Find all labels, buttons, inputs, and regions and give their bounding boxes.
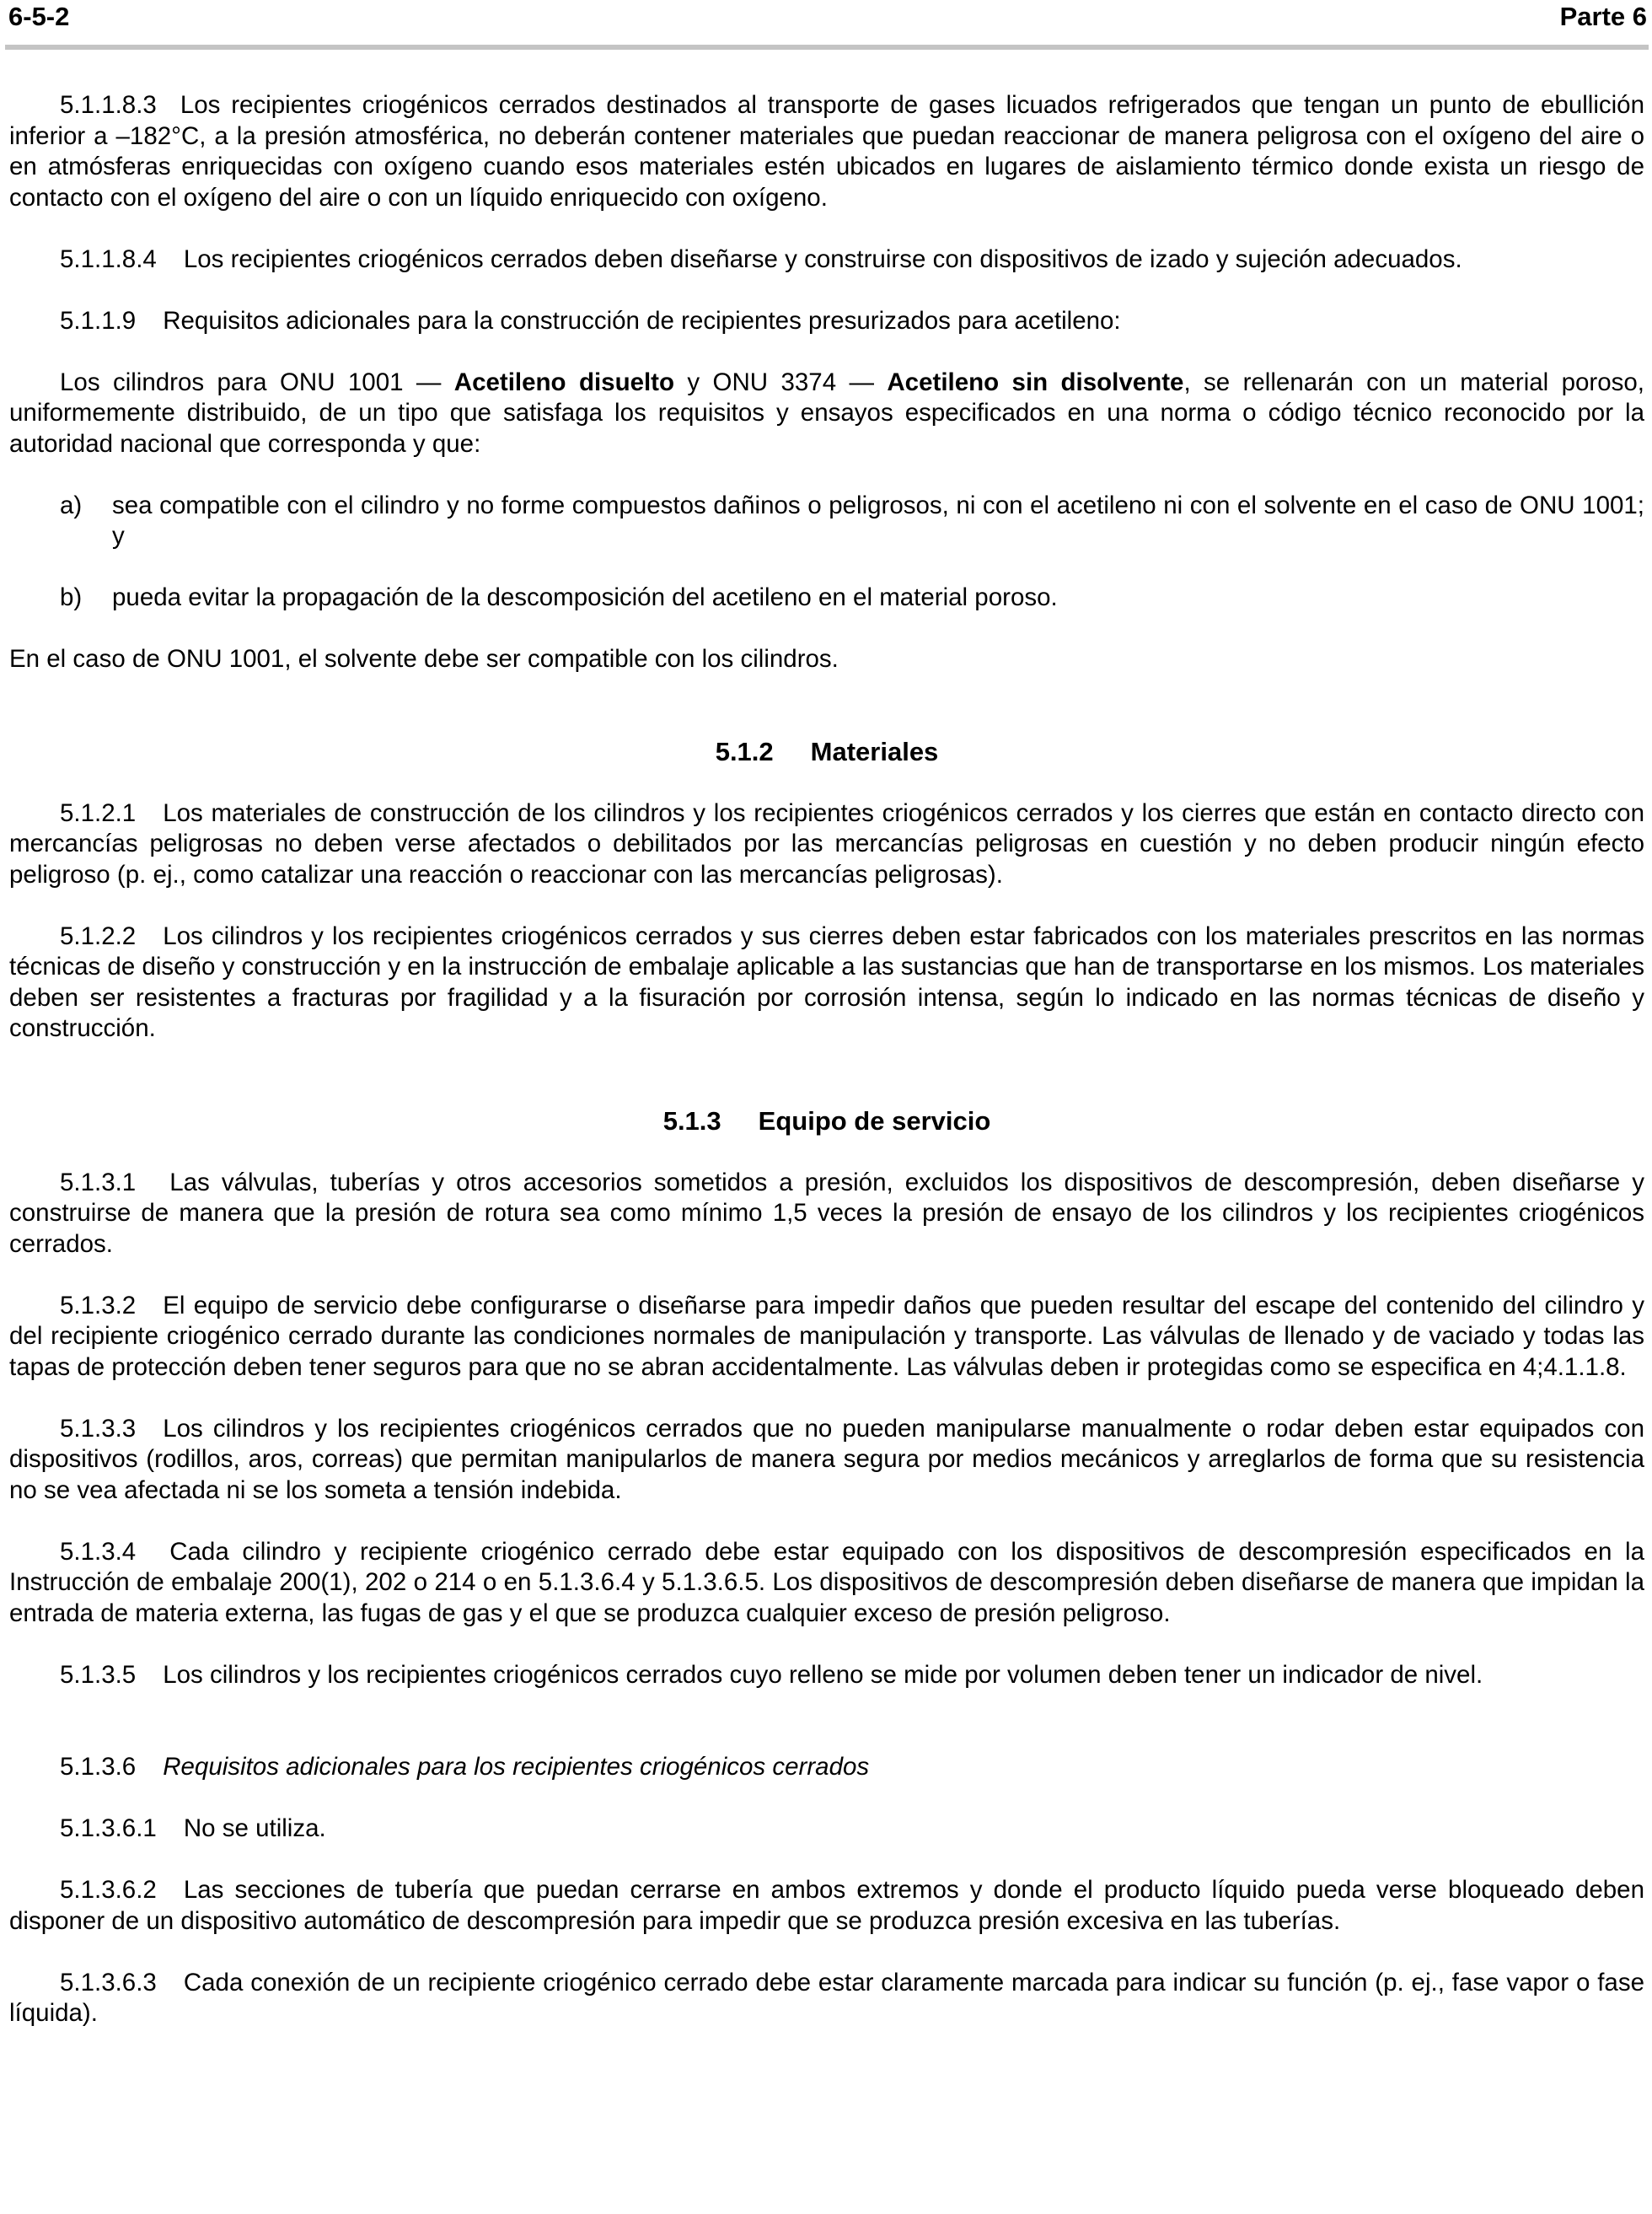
paragraph-text: Los recipientes criogénicos cerrados destinados al transporte de gases licuados refrigerados que tengan un punto de ebullición inferior a –182°C, a la presión atmosférica, no deberán contener materiales que puedan reaccionar de manera peligrosa con el oxígeno del aire o en atmósferas enriquecidas con oxígeno cuando esos materiales estén ubicados en lugares de aislamiento térmico donde exista un riesgo de contacto con el oxígeno del aire o con un líquido enriquecido con oxígeno. <box>9 91 1644 212</box>
list-item <box>9 583 1644 614</box>
list-marker: a) <box>60 491 83 519</box>
paragraph-number: 5.1.3.5 <box>60 1660 137 1689</box>
document-body <box>9 90 1644 2029</box>
page-number: 6-5-2 <box>8 2 70 31</box>
paragraph-5-1-2-2 <box>9 922 1644 1045</box>
paragraph-5-1-3-1 <box>9 1168 1644 1260</box>
section-title: Materiales <box>810 736 939 766</box>
paragraph-text: No se utiliza. <box>183 1814 326 1842</box>
section-number: 5.1.3 <box>662 1105 721 1136</box>
list-marker: b) <box>60 583 83 611</box>
paragraph-text: Requisitos adicionales para la construcción de recipientes presurizados para acetileno: <box>163 306 1121 335</box>
paragraph-number: 5.1.3.1 <box>60 1168 137 1196</box>
paragraph-text: En el caso de ONU 1001, el solvente debe ser compatible con los cilindros. <box>9 645 839 673</box>
paragraph-text-3: , se rellenarán con un material poroso, uniformemente distribuido, de un tipo que satisfaga los requisitos y ensayos especificados en una norma o código técnico reconocido por la autoridad nacional que corresponda y que: <box>9 368 1644 458</box>
paragraph-number: 5.1.3.2 <box>60 1291 137 1319</box>
page-header <box>8 0 1647 34</box>
paragraph-number: 5.1.3.4 <box>60 1537 137 1566</box>
paragraph-number: 5.1.3.6.2 <box>60 1876 157 1904</box>
paragraph-number: 5.1.2.2 <box>60 922 137 950</box>
paragraph-text: Las válvulas, tuberías y otros accesorios sometidos a presión, excluidos los dispositivos de descompresión, deben diseñarse y construirse de manera que la presión de rotura sea como mínimo 1,5 veces la presión de ensayo de los cilindros y los recipientes criogénicos cerrados. <box>9 1168 1644 1258</box>
section-title: Equipo de servicio <box>758 1105 991 1136</box>
paragraph-5-1-1-8-4 <box>9 245 1644 276</box>
paragraph-solvente <box>9 644 1644 675</box>
paragraph-text: Cada conexión de un recipiente criogénico cerrado debe estar claramente marcada para indicar su función (p. ej., fase vapor o fase líquida). <box>9 1968 1644 2027</box>
paragraph-5-1-1-8-3 <box>9 90 1644 213</box>
paragraph-text: Los materiales de construcción de los cilindros y los recipientes criogénicos cerrados y los cierres que están en contacto directo con mercancías peligrosas no deben verse afectados o debilitados por las mercancías peligrosas en cuestión y no deben producir ningún efecto peligroso (p. ej., como catalizar una reacción o reaccionar con las mercancías peligrosas). <box>9 798 1644 889</box>
bold-term-acetileno-sin-disolvente: Acetileno sin disolvente <box>887 368 1184 396</box>
paragraph-5-1-3-2 <box>9 1291 1644 1384</box>
paragraph-acetileno <box>9 368 1644 460</box>
paragraph-number: 5.1.3.6 <box>60 1753 137 1781</box>
paragraph-5-1-3-6-2 <box>9 1875 1644 1937</box>
paragraph-5-1-3-6-1 <box>9 1814 1644 1845</box>
paragraph-text-1: Los cilindros para ONU 1001 — <box>60 368 454 396</box>
list-item-text: sea compatible con el cilindro y no forme compuestos dañinos o peligrosos, ni con el acetileno ni con el solvente en el caso de ONU 1001; y <box>112 491 1644 550</box>
paragraph-number: 5.1.3.6.1 <box>60 1814 157 1842</box>
paragraph-text: Los cilindros y los recipientes criogénicos cerrados y sus cierres deben estar fabricados con los materiales prescritos en las normas técnicas de diseño y construcción y en la instrucción de embalaje aplicable a las sustancias que han de transportarse en los mismos. Los materiales deben ser resistentes a fracturas por fragilidad y a la fisuración por corrosión intensa, según lo indicado en las normas técnicas de diseño y construcción. <box>9 922 1644 1042</box>
paragraph-number: 5.1.3.6.3 <box>60 1968 157 1996</box>
paragraph-text-2: y ONU 3374 — <box>674 368 888 396</box>
paragraph-5-1-3-6 <box>9 1752 1644 1783</box>
section-number: 5.1.2 <box>715 736 774 766</box>
paragraph-text: Cada cilindro y recipiente criogénico cerrado debe estar equipado con los dispositivos de descompresión especificados en la Instrucción de embalaje 200(1), 202 o 214 o en 5.1.3.6.4 y 5.1.3.6.5. Los dispositivos de descompresión deben diseñarse de manera que impidan la entrada de materia externa, las fugas de gas y el que se produzca cualquier exceso de presión peligroso. <box>9 1537 1644 1627</box>
bold-term-acetileno-disuelto: Acetileno disuelto <box>453 368 675 396</box>
paragraph-number: 5.1.2.1 <box>60 798 137 827</box>
paragraph-number: 5.1.3.3 <box>60 1414 137 1443</box>
paragraph-5-1-3-5 <box>9 1660 1644 1691</box>
part-label: Parte 6 <box>1559 2 1647 31</box>
paragraph-heading-italic: Requisitos adicionales para los recipientes criogénicos cerrados <box>163 1753 870 1781</box>
paragraph-5-1-2-1 <box>9 798 1644 891</box>
paragraph-text: Los cilindros y los recipientes criogénicos cerrados que no pueden manipularse manualmente o rodar deben estar equipados con dispositivos (rodillos, aros, correas) que permitan manipularlos de manera segura por medios mecánicos y arreglarlos de forma que su resistencia no se vea afectada ni se los someta a tensión indebida. <box>9 1414 1644 1504</box>
paragraph-number: 5.1.1.9 <box>60 306 137 335</box>
paragraph-5-1-3-4 <box>9 1537 1644 1630</box>
paragraph-5-1-1-9 <box>9 306 1644 337</box>
paragraph-text: Los recipientes criogénicos cerrados deben diseñarse y construirse con dispositivos de izado y sujeción adecuados. <box>183 245 1462 273</box>
paragraph-5-1-3-6-3 <box>9 1968 1644 2029</box>
paragraph-text: Las secciones de tubería que puedan cerrarse en ambos extremos y donde el producto líquido pueda verse bloqueado deben disponer de un dispositivo automático de descompresión para impedir que se produzca presión excesiva en las tuberías. <box>9 1876 1644 1935</box>
paragraph-text: Los cilindros y los recipientes criogénicos cerrados cuyo relleno se mide por volumen deben tener un indicador de nivel. <box>163 1660 1483 1689</box>
paragraph-text: El equipo de servicio debe configurarse o diseñarse para impedir daños que pueden resultar del escape del contenido del cilindro y del recipiente criogénico cerrado durante las condiciones normales de manipulación y transporte. Las válvulas de llenado y de vaciado y todas las tapas de protección deben tener seguros para que no se abran accidentalmente. Las válvulas deben ir protegidas como se especifica en 4;4.1.1.8. <box>9 1291 1644 1381</box>
paragraph-5-1-3-3 <box>9 1414 1644 1507</box>
requirements-list <box>9 491 1644 614</box>
section-heading-materiales <box>9 737 1644 768</box>
paragraph-number: 5.1.1.8.4 <box>60 245 157 273</box>
paragraph-number: 5.1.1.8.3 <box>60 91 157 119</box>
section-heading-equipo-de-servicio <box>9 1106 1644 1137</box>
list-item <box>9 491 1644 552</box>
header-rule <box>5 45 1649 50</box>
list-item-text: pueda evitar la propagación de la descomposición del acetileno en el material poroso. <box>112 583 1058 611</box>
